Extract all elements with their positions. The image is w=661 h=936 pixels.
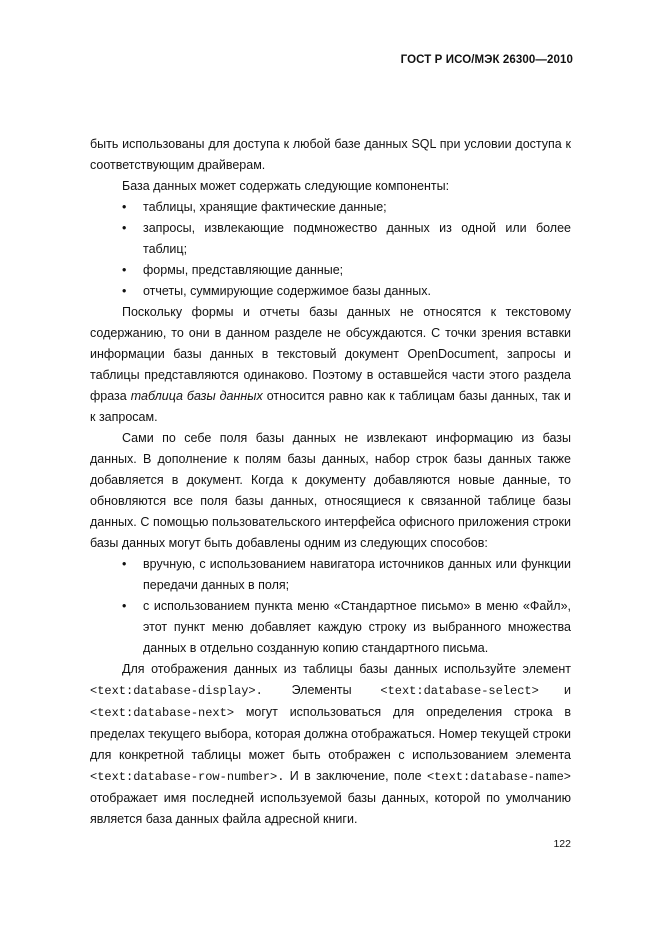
code-element: <text:database-next>	[90, 706, 235, 720]
paragraph-display-elements: Для отображения данных из таблицы базы данных используйте элемент <text:database-display>. Элементы <text:database-select> и <text:database-next> могут использоваться для определения строка в пределах текущего выбора, которая должна отображаться. Номер текущей строки для конкретной таблицы может быть отображен с использованием элемента <text:database-row-number>. И в заключение, поле <text:database-name> отображает имя последней используемой базы данных, которой по умолчанию является база данных файла адресной книги.	[90, 662, 571, 826]
page-number: 122	[553, 838, 571, 850]
bullet-icon: •	[122, 200, 127, 214]
list-item: • запросы, извлекающие подмножество данных из одной или более таблиц;	[90, 218, 571, 260]
paragraph-database-fields: Сами по себе поля базы данных не извлекают информацию из базы данных. В дополнение к полям базы данных, набор строк базы данных также добавляется в документ. Когда к документу добавляются новые данные, то обновляются все поля базы данных, относящиеся к связанной таблице базы данных. С помощью пользовательского интерфейса офисного приложения строки базы данных могут быть добавлены одним из следующих способов:	[90, 431, 571, 550]
paragraph-continuation: быть использованы для доступа к любой базе данных SQL при условии доступа к соответствующим драйверам.	[90, 137, 571, 172]
bullet-icon: •	[122, 557, 127, 571]
list-item: • формы, представляющие данные;	[90, 260, 571, 281]
bullet-icon: •	[122, 284, 127, 298]
standard-header: ГОСТ Р ИСО/МЭК 26300—2010	[400, 54, 573, 66]
italic-term: таблица базы данных	[130, 389, 263, 403]
paragraph-components-intro: База данных может содержать следующие компоненты:	[122, 179, 450, 193]
list-item: • вручную, с использованием навигатора источников данных или функции передачи данных в поля;	[90, 554, 571, 596]
paragraph-forms-reports: Поскольку формы и отчеты базы данных не относятся к текстовому содержанию, то они в данном разделе не обсуждаются. С точки зрения вставки информации базы данных в текстовый документ OpenDocument, запросы и таблицы представляются одинаково. Поэтому в оставшейся части этого раздела фраза таблица базы данных относится равно как к таблицам базы данных, так и к запросам.	[90, 305, 571, 424]
body-text	[90, 134, 571, 830]
code-element: <text:database-select>	[380, 684, 539, 698]
bullet-icon: •	[122, 263, 127, 277]
list-item: • с использованием пункта меню «Стандартное письмо» в меню «Файл», этот пункт меню добавляет каждую строку из выбранного множества данных в отдельно созданную копию стандартного письма.	[90, 596, 571, 659]
bullet-icon: •	[122, 221, 127, 235]
list-item: • отчеты, суммирующие содержимое базы данных.	[90, 281, 571, 302]
list-item: • таблицы, хранящие фактические данные;	[90, 197, 571, 218]
code-element: <text:database-name>	[426, 770, 571, 784]
components-list	[90, 197, 571, 302]
methods-list	[90, 554, 571, 659]
code-element: <text:database-display>.	[90, 684, 263, 698]
bullet-icon: •	[122, 599, 127, 613]
code-element: <text:database-row-number>.	[90, 770, 285, 784]
